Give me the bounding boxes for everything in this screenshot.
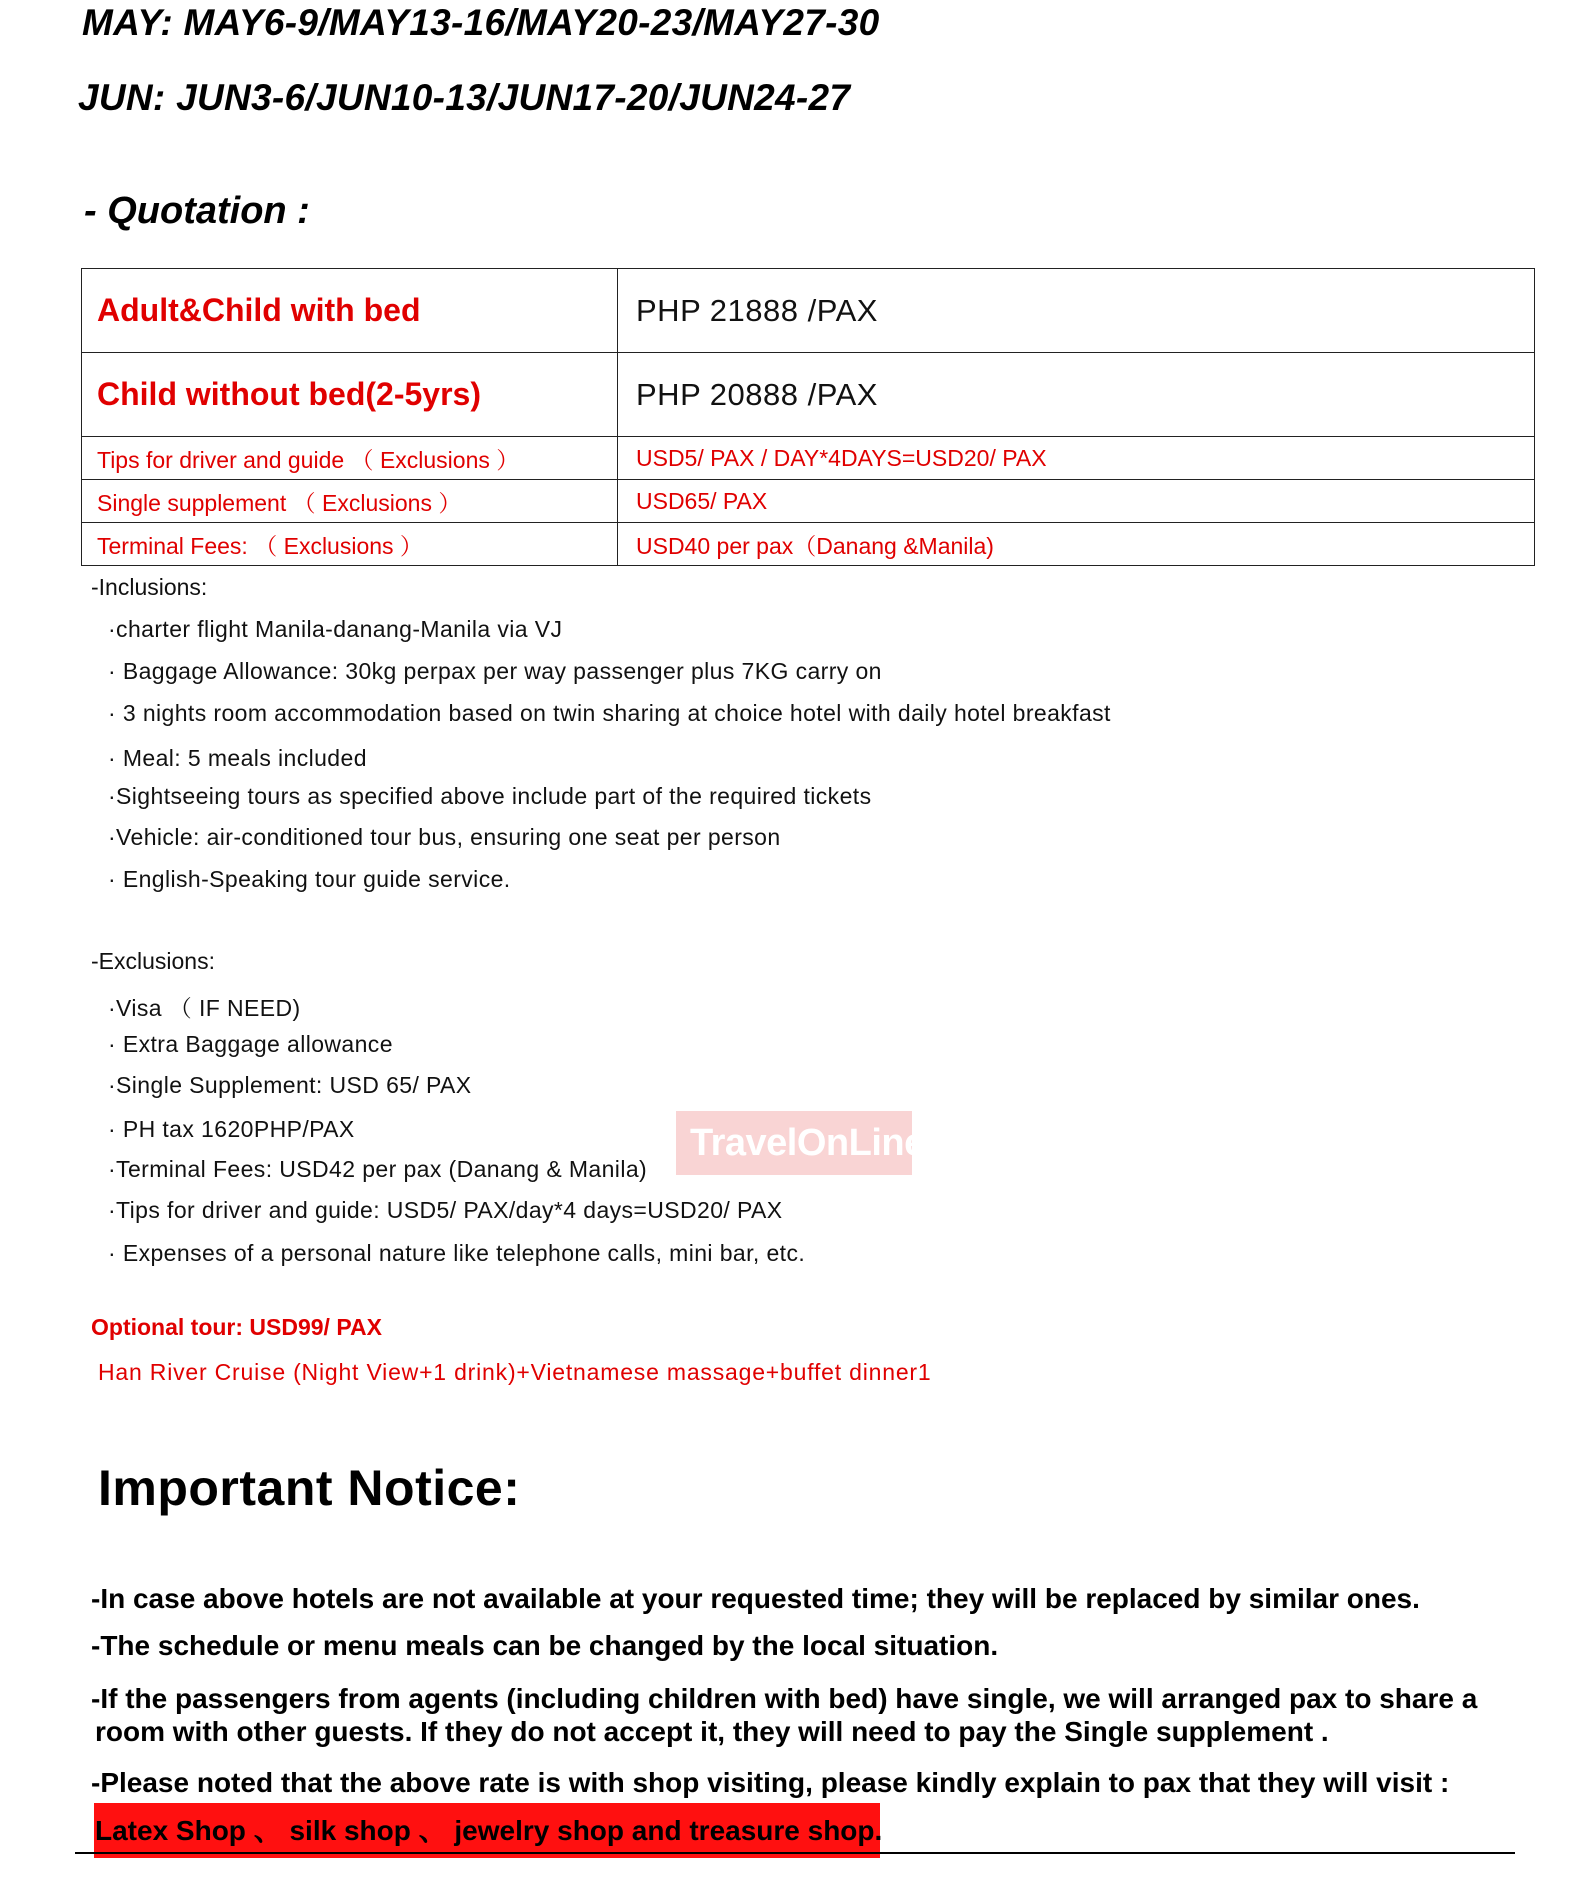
price-value: USD5/ PAX / DAY*4DAYS=USD20/ PAX: [618, 437, 1535, 480]
list-item: ·charter flight Manila-danang-Manila via VJ: [108, 616, 563, 642]
price-label: Adult&Child with bed: [82, 269, 618, 353]
list-item: ·Vehicle: air-conditioned tour bus, ensuring one seat per person: [108, 824, 781, 850]
notice-line: -Please noted that the above rate is with shop visiting, please kindly explain to pax that they will visit :: [91, 1767, 1450, 1798]
list-item: · Expenses of a personal nature like telephone calls, mini bar, etc.: [108, 1240, 806, 1266]
price-value: USD65/ PAX: [618, 480, 1535, 523]
shops-list: Latex Shop 、 silk shop 、 jewelry shop and treasure shop.: [95, 1815, 883, 1846]
optional-tour-description: Han River Cruise (Night View+1 drink)+Vietnamese massage+buffet dinner1: [98, 1359, 932, 1385]
list-item: · Meal: 5 meals included: [108, 745, 367, 771]
inclusions-heading: -Inclusions:: [91, 574, 208, 600]
date-line-may: MAY: MAY6-9/MAY13-16/MAY20-23/MAY27-30: [82, 2, 880, 43]
list-item: ·Tips for driver and guide: USD5/ PAX/day*4 days=USD20/ PAX: [108, 1197, 783, 1223]
notice-line: -The schedule or menu meals can be changed by the local situation.: [91, 1630, 999, 1661]
optional-tour-heading: Optional tour: USD99/ PAX: [91, 1314, 382, 1340]
list-item: · Baggage Allowance: 30kg perpax per way passenger plus 7KG carry on: [108, 658, 882, 684]
list-item: · English-Speaking tour guide service.: [108, 866, 511, 892]
table-row: [82, 353, 1535, 437]
price-label: Child without bed(2-5yrs): [82, 353, 618, 437]
travelonline-watermark-logo: [676, 1111, 925, 1175]
table-row: [82, 437, 1535, 480]
notice-line: room with other guests. If they do not accept it, they will need to pay the Single supplement .: [95, 1716, 1329, 1747]
price-label: Terminal Fees: （ Exclusions ）: [82, 523, 618, 566]
price-value: PHP 21888 /PAX: [618, 269, 1535, 353]
list-item: ·Single Supplement: USD 65/ PAX: [108, 1072, 472, 1098]
notice-line: -In case above hotels are not available at your requested time; they will be replaced by similar ones.: [91, 1583, 1420, 1614]
table-row: [82, 269, 1535, 353]
price-value: USD40 per pax（Danang &Manila): [618, 523, 1535, 566]
exclusions-heading: -Exclusions:: [91, 948, 215, 974]
notice-line: -If the passengers from agents (including children with bed) have single, we will arranged pax to share a: [91, 1683, 1478, 1714]
watermark-text: TravelOnLine: [690, 1122, 925, 1164]
list-item: · Extra Baggage allowance: [108, 1031, 393, 1057]
price-label: Single supplement （ Exclusions ）: [82, 480, 618, 523]
table-row: [82, 523, 1535, 566]
price-value: PHP 20888 /PAX: [618, 353, 1535, 437]
price-label: Tips for driver and guide （ Exclusions ）: [82, 437, 618, 480]
price-table: [81, 268, 1535, 566]
list-item: · 3 nights room accommodation based on twin sharing at choice hotel with daily hotel breakfast: [108, 700, 1111, 726]
date-line-jun: JUN: JUN3-6/JUN10-13/JUN17-20/JUN24-27: [78, 77, 851, 118]
quotation-heading: - Quotation :: [84, 190, 310, 232]
table-row: [82, 480, 1535, 523]
list-item: · PH tax 1620PHP/PAX: [108, 1116, 355, 1142]
list-item: ·Terminal Fees: USD42 per pax (Danang & Manila): [108, 1156, 648, 1182]
bottom-divider: [75, 1852, 1515, 1854]
important-notice-heading: Important Notice:: [98, 1460, 521, 1516]
list-item: ·Visa （ IF NEED): [108, 995, 301, 1021]
list-item: ·Sightseeing tours as specified above include part of the required tickets: [108, 783, 872, 809]
